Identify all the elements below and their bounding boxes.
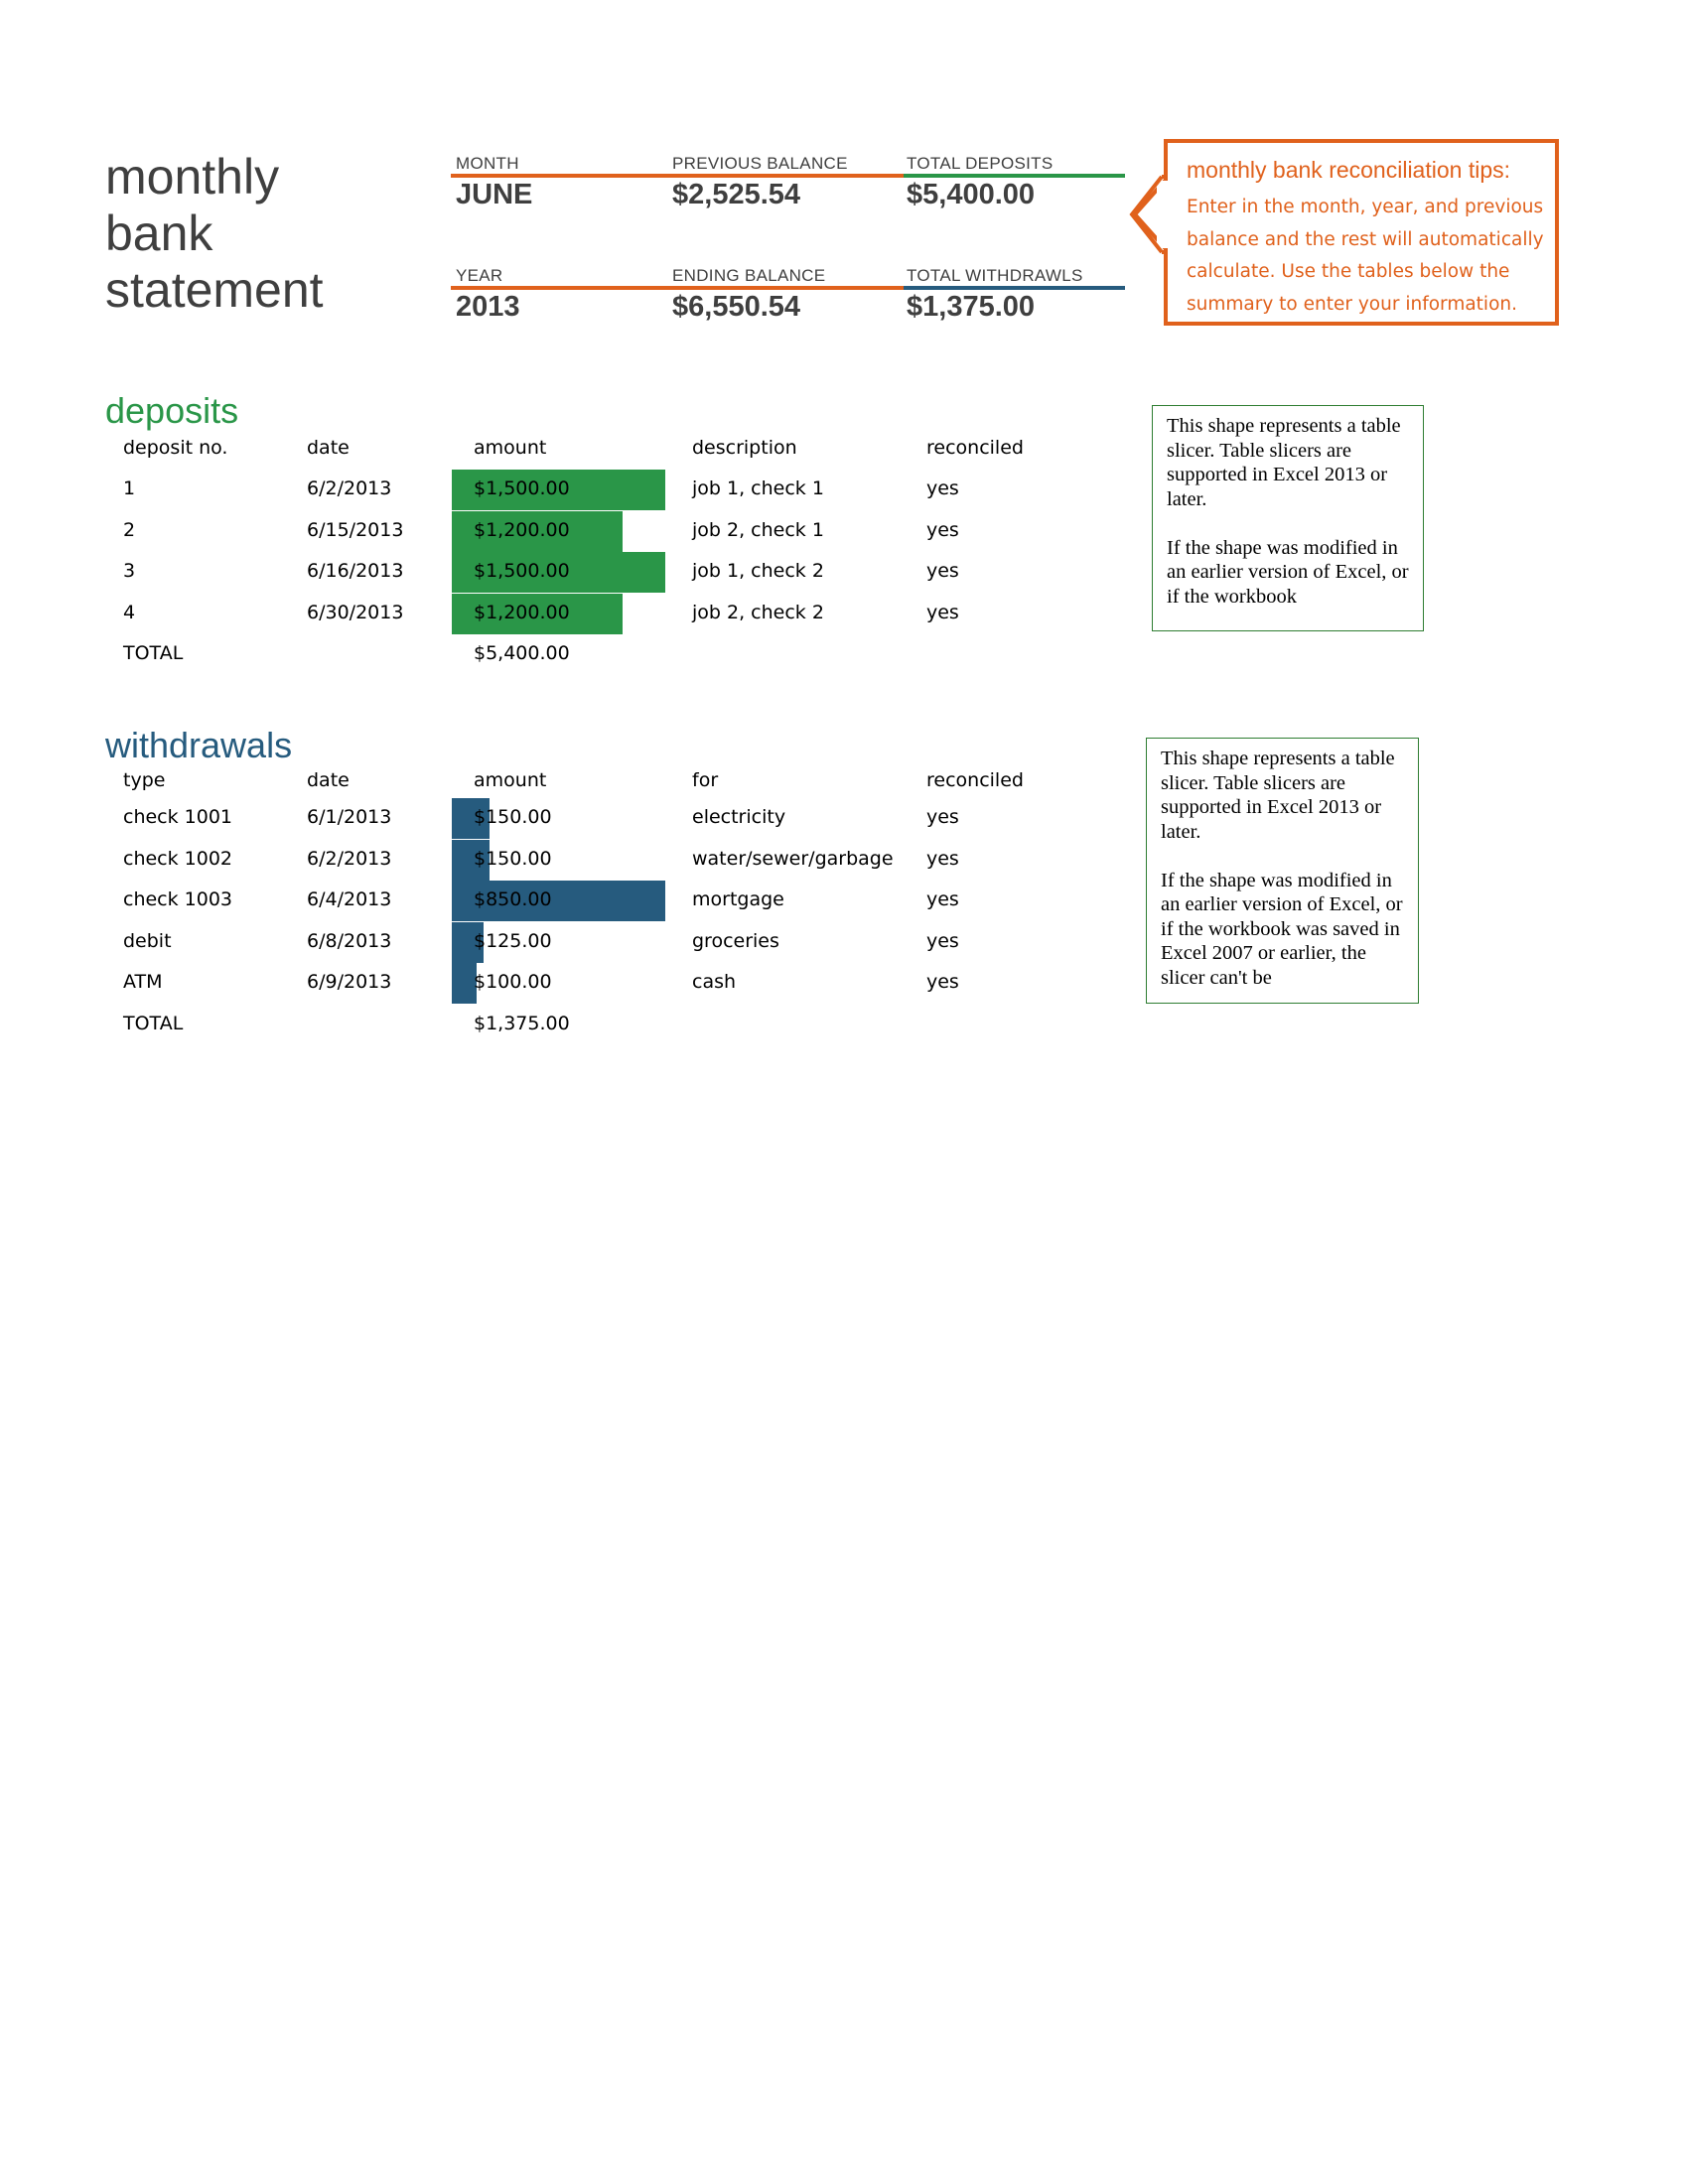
deposits-cell-date[interactable]: 6/30/2013 [307,601,404,623]
deposits-cell-amount[interactable]: $1,200.00 [474,601,570,623]
previous-balance-value[interactable]: $2,525.54 [672,179,801,210]
withdrawals-cell-date[interactable]: 6/8/2013 [307,929,392,952]
deposits-cell-date[interactable]: 6/16/2013 [307,560,404,582]
withdrawals-header[interactable]: date [307,769,350,791]
deposits-total-label: TOTAL [123,642,184,664]
tips-body [1187,192,1554,321]
deposits-cell-reconciled[interactable]: yes [926,560,959,582]
slicer-text: If the shape was modified in an earlier version of Excel, or if the workbook [1167,536,1409,608]
deposits-cell-description[interactable]: job 2, check 2 [692,601,824,623]
tips-line: Enter in the month, year, and previous [1187,197,1544,217]
page-title-line: bank [105,205,213,261]
withdrawals-cell-for[interactable]: mortgage [692,888,784,910]
page-title-line: statement [105,262,324,318]
withdrawals-header[interactable]: for [692,769,719,791]
withdrawals-cell-for[interactable]: electricity [692,806,786,828]
deposits-cell-amount[interactable]: $1,500.00 [474,560,570,582]
deposits-cell-description[interactable]: job 2, check 1 [692,518,824,541]
withdrawals-header[interactable]: type [123,769,166,791]
summary-rule-orange [451,174,904,178]
total-deposits-label: TOTAL DEPOSITS [907,154,1054,173]
deposits-header[interactable]: description [692,437,797,459]
deposits-cell-reconciled[interactable]: yes [926,478,959,499]
withdrawals-total-value: $1,375.00 [474,1012,570,1034]
deposits-cell-description[interactable]: job 1, check 2 [692,560,824,582]
deposits-header[interactable]: date [307,437,350,459]
tips-line: balance and the rest will automatically [1187,228,1544,250]
year-label: YEAR [456,266,503,285]
summary-rule-blue [904,286,1125,290]
withdrawals-cell-type[interactable]: ATM [123,971,163,993]
total-withdrawals-label: TOTAL WITHDRAWLS [907,266,1083,285]
withdrawals-cell-amount[interactable]: $850.00 [474,888,552,910]
deposits-cell-reconciled[interactable]: yes [926,601,959,623]
withdrawals-cell-date[interactable]: 6/2/2013 [307,847,392,870]
deposits-cell-description[interactable]: job 1, check 1 [692,478,824,499]
total-withdrawals-value: $1,375.00 [907,291,1036,323]
withdrawals-cell-type[interactable]: check 1001 [123,806,233,828]
withdrawals-cell-date[interactable]: 6/9/2013 [307,971,392,993]
withdrawals-cell-date[interactable]: 6/4/2013 [307,888,392,910]
withdrawals-cell-amount[interactable]: $150.00 [474,806,552,828]
ending-balance-value: $6,550.54 [672,291,801,323]
slicer-text: This shape represents a table slicer. Table slicers are supported in Excel 2013 or later. [1161,748,1395,843]
page-title-line: monthly [105,149,280,205]
slicer-text: This shape represents a table slicer. Table slicers are supported in Excel 2013 or later. [1167,415,1401,510]
withdrawals-header[interactable]: amount [474,769,547,791]
withdrawals-cell-amount[interactable]: $100.00 [474,971,552,993]
withdrawals-header[interactable]: reconciled [926,769,1024,791]
withdrawals-cell-reconciled[interactable]: yes [926,888,959,910]
withdrawals-cell-amount[interactable]: $150.00 [474,847,552,870]
callout-arrow-icon [1128,175,1172,254]
summary-rule-green [904,174,1125,178]
withdrawals-cell-type[interactable]: check 1003 [123,888,233,910]
tips-line: summary to enter your information. [1187,293,1517,315]
total-deposits-value: $5,400.00 [907,179,1036,210]
withdrawals-slicer-placeholder[interactable] [1146,738,1419,1004]
page-title [105,149,433,319]
slicer-text: If the shape was modified in an earlier version of Excel, or if the workbook was saved in Excel 2007 or earlier, the slicer can't be [1161,869,1403,989]
deposits-header[interactable]: amount [474,437,547,459]
tips-line: calculate. Use the tables below the [1187,261,1510,282]
withdrawals-cell-reconciled[interactable]: yes [926,971,959,993]
deposits-cell-amount[interactable]: $1,500.00 [474,478,570,499]
withdrawals-total-label: TOTAL [123,1012,184,1034]
deposits-cell-amount[interactable]: $1,200.00 [474,518,570,541]
month-value[interactable]: JUNE [456,179,533,210]
withdrawals-cell-for[interactable]: groceries [692,929,779,952]
deposits-title: deposits [105,390,239,431]
deposits-cell-no[interactable]: 3 [123,560,136,582]
withdrawals-cell-type[interactable]: debit [123,929,172,952]
deposits-cell-no[interactable]: 2 [123,518,136,541]
deposits-cell-date[interactable]: 6/2/2013 [307,478,392,499]
withdrawals-cell-amount[interactable]: $125.00 [474,929,552,952]
deposits-cell-date[interactable]: 6/15/2013 [307,518,404,541]
summary-rule-orange [451,286,904,290]
deposits-header[interactable]: deposit no. [123,437,228,459]
withdrawals-cell-for[interactable]: cash [692,971,737,993]
deposits-cell-no[interactable]: 4 [123,601,136,623]
withdrawals-cell-date[interactable]: 6/1/2013 [307,806,392,828]
withdrawals-cell-reconciled[interactable]: yes [926,929,959,952]
withdrawals-cell-for[interactable]: water/sewer/garbage [692,847,894,870]
withdrawals-cell-type[interactable]: check 1002 [123,847,233,870]
deposits-cell-reconciled[interactable]: yes [926,518,959,541]
ending-balance-label: ENDING BALANCE [672,266,826,285]
withdrawals-title: withdrawals [105,725,293,765]
withdrawals-cell-reconciled[interactable]: yes [926,847,959,870]
deposits-slicer-placeholder[interactable] [1152,405,1424,631]
deposits-total-value: $5,400.00 [474,642,570,664]
year-value[interactable]: 2013 [456,291,520,323]
deposits-cell-no[interactable]: 1 [123,478,136,499]
month-label: MONTH [456,154,519,173]
withdrawals-cell-reconciled[interactable]: yes [926,806,959,828]
deposits-header[interactable]: reconciled [926,437,1024,459]
tips-title: monthly bank reconciliation tips: [1187,157,1510,183]
previous-balance-label: PREVIOUS BALANCE [672,154,848,173]
